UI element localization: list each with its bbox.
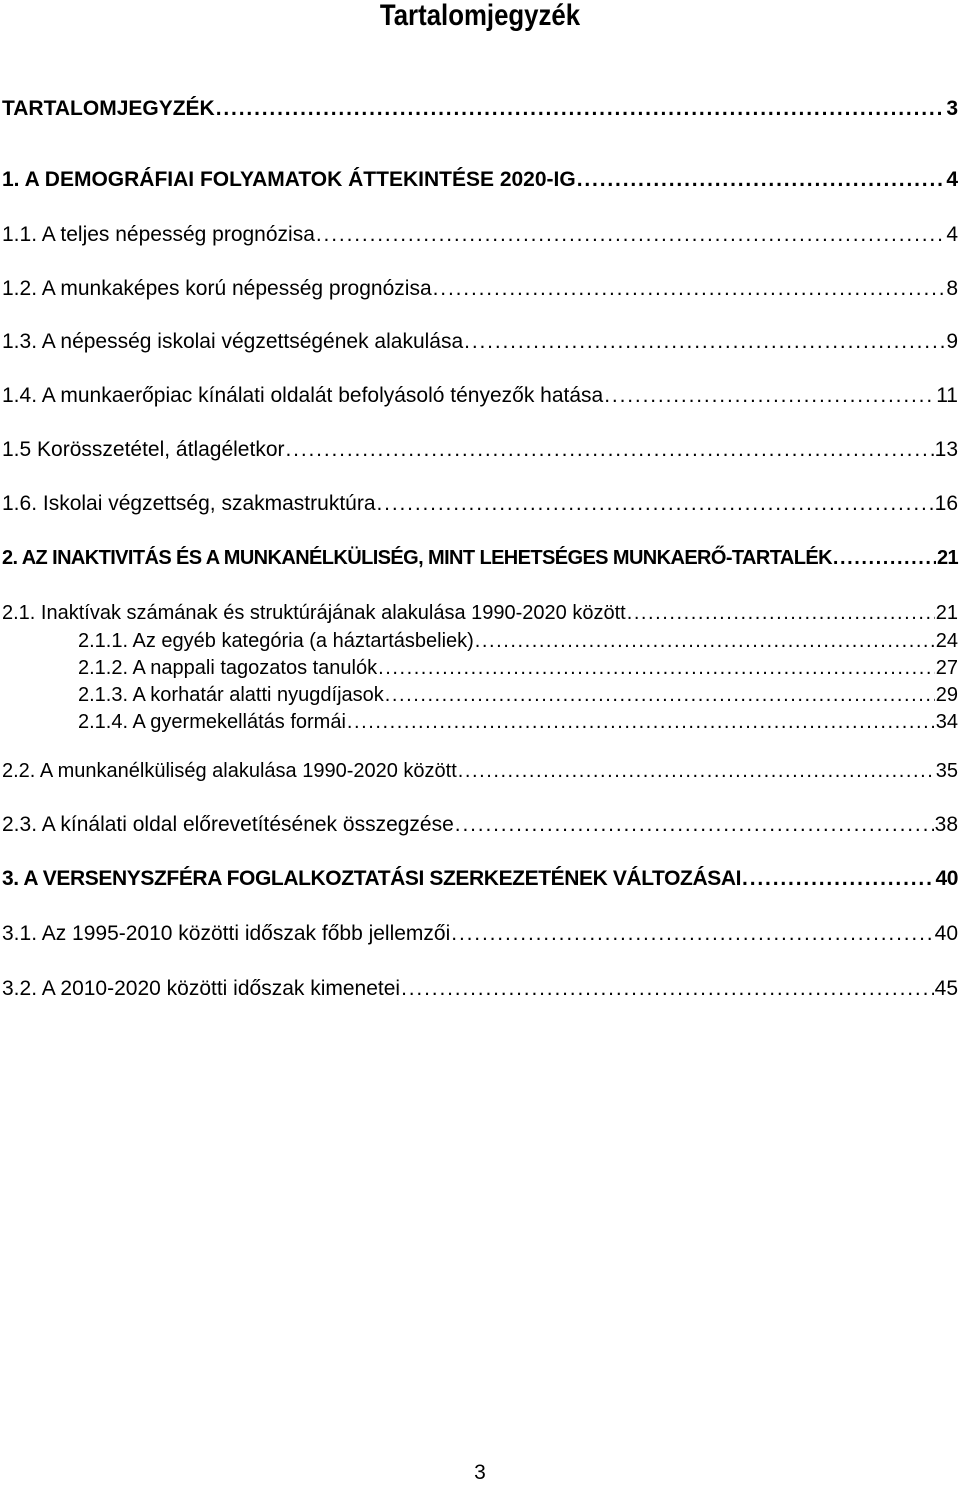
toc-entry-1[interactable]	[0, 167, 960, 193]
toc-entry-1-4[interactable]	[0, 383, 960, 409]
toc-leader-dots	[577, 167, 946, 193]
toc-entry-page: 13	[934, 438, 958, 461]
toc-entry-page: 4	[946, 168, 958, 191]
toc-entry-label: 3.1. Az 1995-2010 közötti időszak főbb jellemzői	[2, 922, 451, 945]
toc-entry-1-2[interactable]	[0, 276, 960, 302]
toc-entry-2-1[interactable]	[0, 600, 960, 626]
toc-entry-label: 2.2. A munkanélküliség alakulása 1990-2020 között	[2, 760, 457, 782]
toc-leader-dots	[316, 222, 945, 248]
toc-leader-dots	[385, 682, 935, 708]
toc-leader-dots	[627, 600, 935, 626]
toc-leader-dots	[833, 545, 936, 571]
toc-entry-page: 9	[946, 330, 958, 353]
toc-leader-dots	[464, 329, 945, 355]
toc-leader-dots	[455, 812, 934, 838]
toc-entry-label: 2.1.3. A korhatár alatti nyugdíjasok	[78, 684, 384, 706]
toc-entry-1-1[interactable]	[0, 222, 960, 248]
toc-entry-label: 3. A VERSENYSZFÉRA FOGLALKOZTATÁSI SZERKEZETÉNEK VÁLTOZÁSAI	[2, 867, 742, 890]
toc-entry-label: 2.3. A kínálati oldal előrevetítésének összegzése	[2, 813, 454, 836]
toc-entry-label: 1.4. A munkaerőpiac kínálati oldalát befolyásoló tényezők hatása	[2, 384, 604, 407]
toc-entry-3-1[interactable]	[0, 921, 960, 947]
toc-entry-2-1-3[interactable]	[0, 682, 960, 708]
page-title: Tartalomjegyzék	[379, 0, 581, 32]
toc-entry-page: 3	[946, 97, 958, 120]
page-number: 3	[474, 1461, 486, 1484]
toc-entry-page: 16	[934, 492, 958, 515]
toc-entry-3-2[interactable]	[0, 976, 960, 1002]
toc-entry-page: 29	[935, 684, 958, 706]
toc-entry-label: 1.5 Korösszetétel, átlagéletkor	[2, 438, 285, 461]
toc-entry-2-2[interactable]	[0, 758, 960, 784]
toc-leader-dots	[475, 628, 935, 654]
toc-entry-1-3[interactable]	[0, 329, 960, 355]
toc-entry-page: 11	[936, 384, 958, 407]
toc-entry-2-1-1[interactable]	[0, 628, 960, 654]
toc-entry-page: 24	[935, 630, 958, 652]
toc-leader-dots	[458, 758, 935, 784]
toc-entry-label: 1. A DEMOGRÁFIAI FOLYAMATOK ÁTTEKINTÉSE 2020-IG	[2, 168, 576, 191]
toc-entry-page: 34	[935, 711, 958, 733]
toc-leader-dots	[377, 491, 934, 517]
toc-leader-dots	[378, 655, 935, 681]
toc-entry-3[interactable]	[0, 866, 960, 892]
toc-entry-2-1-4[interactable]	[0, 709, 960, 735]
toc-entry-label: 2.1.2. A nappali tagozatos tanulók	[78, 657, 378, 679]
toc-entry-label: 2. AZ INAKTIVITÁS ÉS A MUNKANÉLKÜLISÉG, MINT LEHETSÉGES MUNKAERŐ-TARTALÉK	[2, 547, 832, 569]
toc-entry-label: 2.1. Inaktívak számának és struktúrájának alakulása 1990-2020 között	[2, 602, 626, 624]
toc-entry-page: 8	[946, 277, 958, 300]
toc-entry-page: 21	[935, 602, 958, 624]
toc-entry-label: 2.1.1. Az egyéb kategória (a háztartásbeliek)	[78, 630, 474, 652]
toc-entry-page: 35	[935, 760, 958, 782]
toc-leader-dots	[401, 976, 934, 1002]
toc-entry-label: 1.2. A munkaképes korú népesség prognózisa	[2, 277, 432, 300]
toc-entry-label: 3.2. A 2010-2020 közötti időszak kimenetei	[2, 977, 401, 1000]
toc-entry-2-3[interactable]	[0, 812, 960, 838]
toc-leader-dots	[742, 866, 934, 892]
toc-entry-2-1-2[interactable]	[0, 655, 960, 681]
toc-entry-page: 21	[936, 547, 958, 569]
toc-entry-page: 45	[934, 977, 958, 1000]
toc-entry-page: 40	[934, 922, 958, 945]
toc-entry-label: TARTALOMJEGYZÉK	[2, 97, 215, 120]
toc-entry-label: 2.1.4. A gyermekellátás formái	[78, 711, 346, 733]
toc-leader-dots	[433, 276, 946, 302]
toc-entry-page: 38	[934, 813, 958, 836]
toc-entry-tartalomjegyzek[interactable]	[0, 96, 960, 122]
toc-entry-label: 1.6. Iskolai végzettség, szakmastruktúra	[2, 492, 376, 515]
toc-leader-dots	[604, 383, 935, 409]
toc-entry-1-5[interactable]	[0, 437, 960, 463]
toc-entry-1-6[interactable]	[0, 491, 960, 517]
toc-leader-dots	[347, 709, 935, 735]
toc-entry-page: 4	[946, 223, 958, 246]
toc-entry-page: 40	[935, 867, 958, 890]
toc-entry-page: 27	[935, 657, 958, 679]
toc-entry-label: 1.1. A teljes népesség prognózisa	[2, 223, 315, 246]
toc-leader-dots	[216, 96, 946, 122]
toc-entry-label: 1.3. A népesség iskolai végzettségének alakulása	[2, 330, 464, 353]
toc-leader-dots	[286, 437, 934, 463]
toc-entry-2[interactable]	[0, 545, 960, 571]
toc-leader-dots	[451, 921, 933, 947]
